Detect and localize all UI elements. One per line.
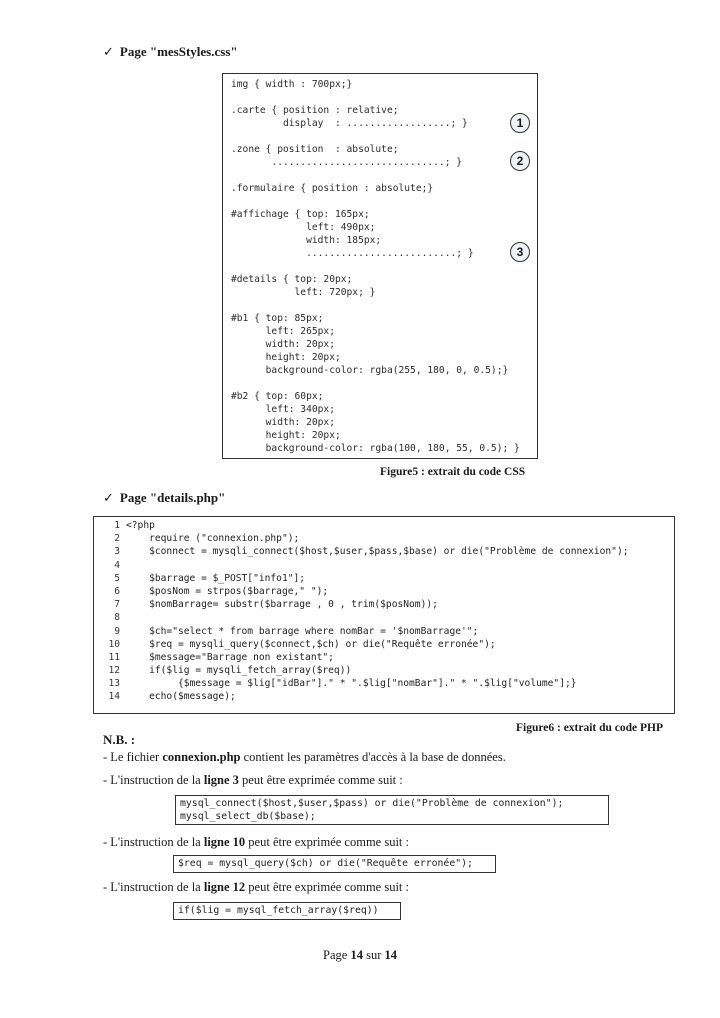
css-code-line: left: 490px;	[231, 222, 376, 233]
php-code-line	[100, 626, 674, 639]
php-code-line	[100, 560, 674, 573]
css-code-box	[222, 73, 538, 459]
php-code-line	[100, 612, 674, 625]
section-heading-php: ✓ Page "details.php"	[103, 490, 226, 505]
css-code-line: ..............................; }	[231, 157, 463, 168]
note-line12: - L'instruction de la ligne 12 peut être exprimée comme suit :	[103, 880, 410, 894]
figure6-caption: Figure6 : extrait du code PHP	[516, 722, 664, 734]
php-code-line	[100, 573, 674, 586]
line-number: 1	[114, 520, 120, 531]
css-code-line	[231, 195, 537, 208]
css-code-line: img { width : 700px;}	[231, 79, 353, 90]
php-code-box	[93, 516, 675, 714]
css-code-line: height: 20px;	[231, 352, 341, 363]
css-code-line: .carte { position : relative;	[231, 105, 399, 116]
line-code: <?php	[126, 520, 155, 531]
note-connexion: - Le fichier connexion.php contient les paramètres d'accès à la base de données.	[103, 750, 506, 764]
line-number: 14	[108, 691, 120, 703]
page-footer: Page 14 sur 14	[323, 948, 397, 962]
php-code-line	[100, 678, 674, 691]
css-code-line	[231, 91, 537, 104]
css-code-line: left: 340px;	[231, 404, 335, 415]
css-code-line	[231, 260, 537, 273]
snippet-line3: mysql_connect($host,$user,$pass) or die("Problème de connexion"); mysql_select_db($base);	[175, 795, 609, 825]
note-line10: - L'instruction de la ligne 10 peut être exprimée comme suit :	[103, 835, 410, 849]
php-code-line	[100, 599, 674, 612]
line-number: 8	[114, 612, 120, 624]
line-code: echo($message);	[126, 691, 236, 703]
css-code-line: .formulaire { position : absolute;}	[231, 183, 434, 194]
php-code-line	[100, 533, 674, 546]
marker-1: 1	[510, 113, 530, 133]
snippet-line10: $req = mysql_query($ch) or die("Requête erronée");	[173, 855, 496, 873]
php-code-line	[100, 639, 674, 652]
css-code-line: ..........................; }	[231, 248, 474, 259]
php-code-line	[100, 665, 674, 678]
snippet-line12: if($lig = mysql_fetch_array($req))	[173, 902, 401, 920]
line-number: 9	[114, 625, 120, 637]
css-code-line: #details { top: 20px;	[231, 274, 353, 285]
php-code-line	[100, 691, 674, 704]
line-code: {$message = $lig["idBar"]." * ".$lig["nomBar"]." * ".$lig["volume"];}	[126, 678, 577, 690]
css-code-line	[231, 169, 537, 182]
css-code-line: .zone { position : absolute;	[231, 144, 399, 155]
css-code-line: left: 720px; }	[231, 287, 376, 298]
css-code-line	[231, 130, 537, 143]
line-code: if($lig = mysqli_fetch_array($req))	[126, 665, 352, 677]
line-code: $barrage = $_POST["info1"];	[126, 572, 306, 584]
line-number: 2	[114, 533, 120, 545]
check-icon: ✓	[103, 490, 114, 505]
php-code-line	[100, 652, 674, 665]
line-code: $message="Barrage non existant";	[126, 651, 334, 663]
line-number: 11	[108, 651, 120, 663]
line-number: 4	[114, 559, 120, 571]
line-number: 6	[114, 585, 120, 597]
css-code-line: height: 20px;	[231, 430, 341, 441]
css-code-line	[231, 299, 537, 312]
note-line3: - L'instruction de la ligne 3 peut être exprimée comme suit :	[103, 773, 403, 787]
line-number: 10	[108, 638, 120, 650]
marker-3: 3	[510, 242, 530, 262]
line-code: $nomBarrage= substr($barrage , 0 , trim($posNom));	[126, 599, 438, 611]
line-number: 7	[114, 599, 120, 611]
line-number: 13	[108, 678, 120, 690]
line-code: $req = mysqli_query($connect,$ch) or die("Requête erronée");	[126, 638, 496, 650]
line-number: 3	[114, 546, 120, 558]
css-code-line: #affichage { top: 165px;	[231, 209, 370, 220]
line-number: 5	[114, 572, 120, 584]
check-icon: ✓	[103, 44, 114, 59]
css-code-line: background-color: rgba(255, 180, 0, 0.5);}	[231, 365, 509, 376]
php-code-line	[100, 520, 674, 533]
php-code-line	[100, 546, 674, 559]
line-code: $ch="select * from barrage where nomBar = '$nomBarrage'";	[126, 625, 479, 637]
line-number: 12	[108, 665, 120, 677]
line-code: require ("connexion.php");	[126, 533, 300, 545]
css-code-line: width: 185px;	[231, 235, 382, 246]
css-code-line: background-color: rgba(100, 180, 55, 0.5); }	[231, 443, 520, 454]
css-code-line: width: 20px;	[231, 339, 335, 350]
css-code-line: display : ..................; }	[231, 118, 468, 129]
figure5-caption: Figure5 : extrait du code CSS	[380, 466, 526, 478]
css-code-line: width: 20px;	[231, 417, 335, 428]
css-code-line: left: 265px;	[231, 326, 335, 337]
marker-2: 2	[510, 151, 530, 171]
line-code: $connect = mysqli_connect($host,$user,$pass,$base) or die("Problème de connexion");	[126, 546, 629, 558]
section-heading-css: ✓ Page "mesStyles.css"	[103, 44, 238, 59]
nb-title: N.B. :	[103, 732, 136, 747]
css-code-line: #b1 { top: 85px;	[231, 313, 324, 324]
line-code: $posNom = strpos($barrage," ");	[126, 585, 329, 597]
php-code-line	[100, 586, 674, 599]
css-code-line	[231, 377, 537, 390]
css-code-line: #b2 { top: 60px;	[231, 391, 324, 402]
